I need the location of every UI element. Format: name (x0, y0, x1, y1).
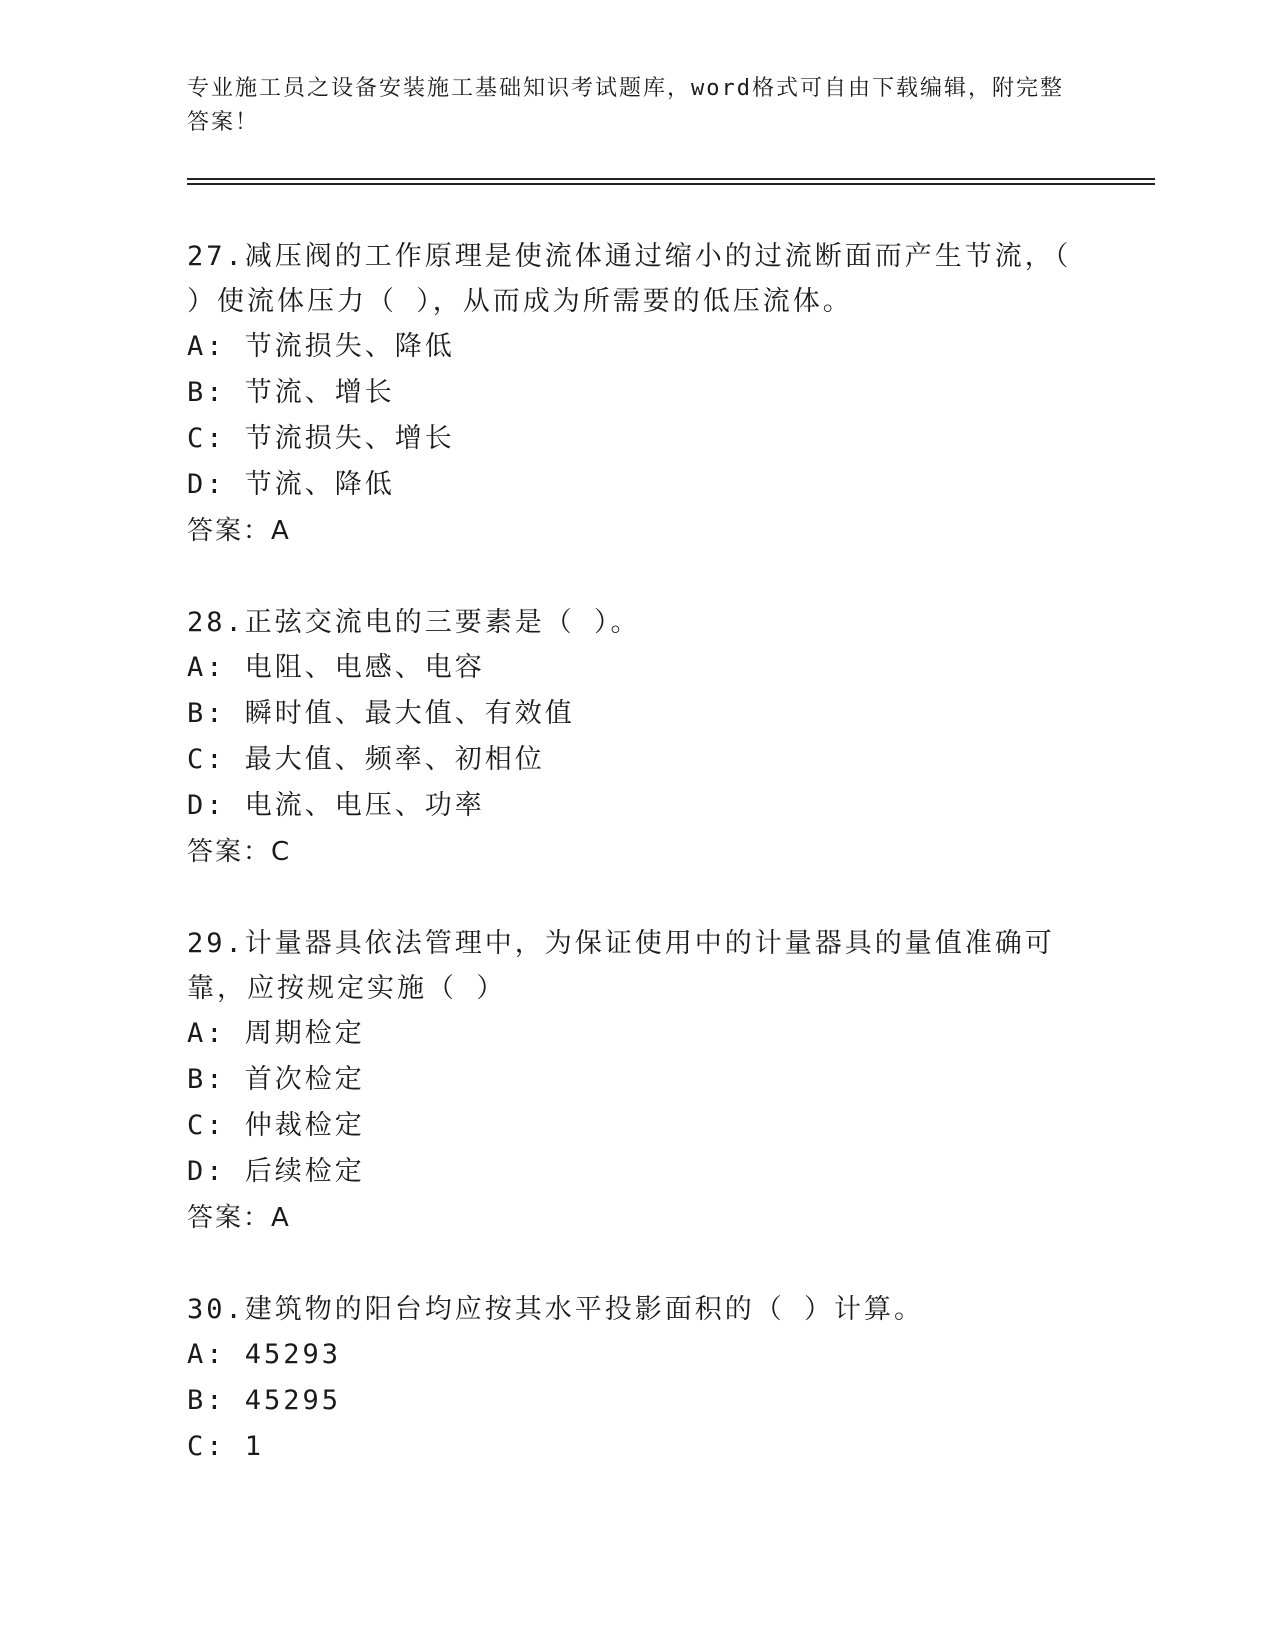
option-d: D: 后续检定 (187, 1156, 365, 1187)
answer-line: 答案：A (187, 1203, 291, 1233)
document-header: 专业施工员之设备安装施工基础知识考试题库，word格式可自由下载编辑，附完整答案！ (187, 76, 1064, 135)
question-text: 28.正弦交流电的三要素是（ ）。 (187, 607, 641, 638)
question-list (187, 234, 1087, 1516)
header-divider-bottom (187, 183, 1155, 185)
option-a: A: 节流损失、降低 (187, 331, 455, 362)
option-d: D: 节流、降低 (187, 469, 395, 500)
question-text: 27.减压阀的工作原理是使流体通过缩小的过流断面而产生节流，（ ）使流体压力（ ），从而成为所需要的低压流体。 (187, 241, 1072, 317)
header-divider-top (187, 178, 1155, 180)
option-a: A: 周期检定 (187, 1018, 365, 1049)
question-28 (187, 600, 1087, 875)
answer-line: 答案：A (187, 516, 291, 546)
question-30 (187, 1287, 1087, 1470)
option-a: A: 电阻、电感、电容 (187, 652, 485, 683)
option-b: B: 节流、增长 (187, 377, 395, 408)
option-b: B: 45295 (187, 1385, 342, 1416)
option-b: B: 瞬时值、最大值、有效值 (187, 698, 575, 729)
option-c: C: 1 (187, 1431, 265, 1462)
option-b: B: 首次检定 (187, 1064, 365, 1095)
option-c: C: 仲裁检定 (187, 1110, 365, 1141)
option-a: A: 45293 (187, 1339, 342, 1370)
question-29 (187, 921, 1087, 1241)
question-text: 30.建筑物的阳台均应按其水平投影面积的（ ）计算。 (187, 1294, 925, 1325)
option-c: C: 最大值、频率、初相位 (187, 744, 545, 775)
option-d: D: 电流、电压、功率 (187, 790, 485, 821)
question-text: 29.计量器具依法管理中，为保证使用中的计量器具的量值准确可靠，应按规定实施（ ） (187, 928, 1055, 1004)
answer-line: 答案：C (187, 837, 292, 867)
option-c: C: 节流损失、增长 (187, 423, 455, 454)
question-27 (187, 234, 1087, 554)
